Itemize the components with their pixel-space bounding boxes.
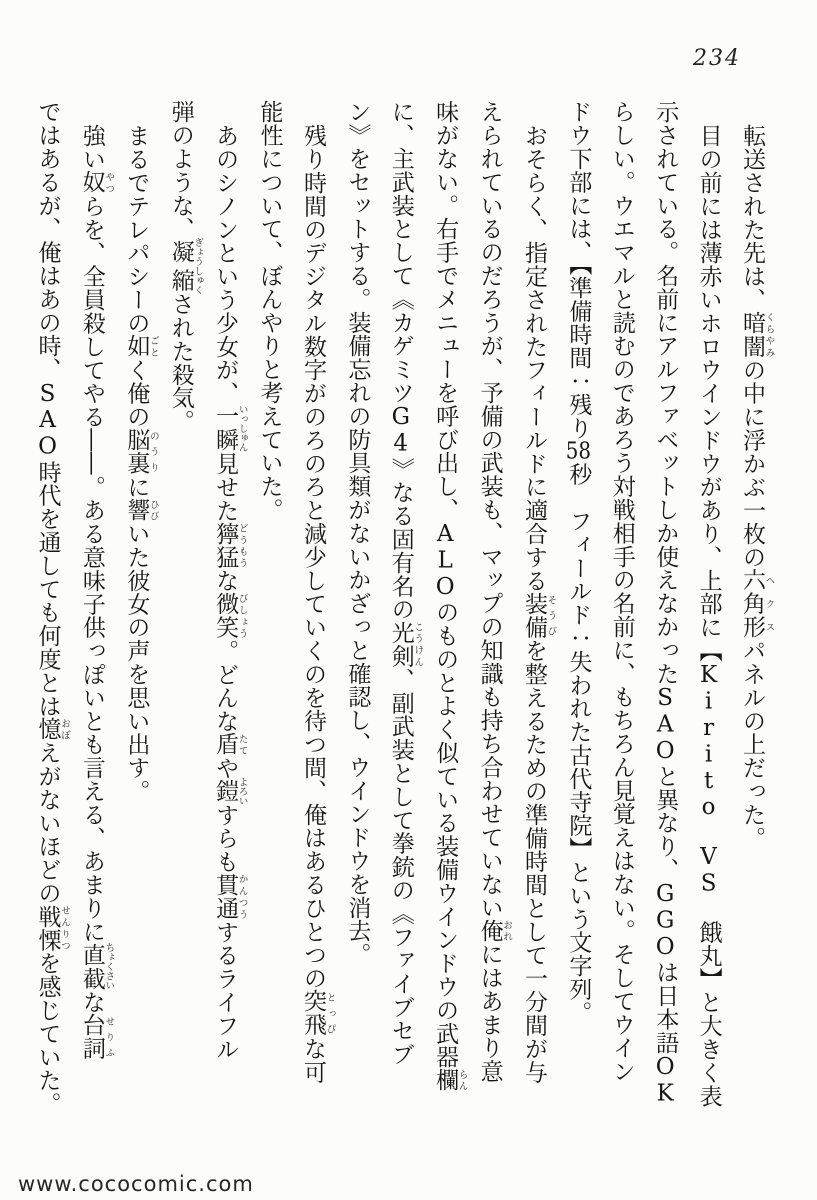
text-run: 目の前には薄赤いホロウインドウがあり、上部に【 — [695, 123, 722, 662]
text-run: のものとよく似ている装備ウインドウの武器 — [432, 600, 459, 1069]
text-run: らしい。ウエマルと読むのであろう対戦相手の名前に、もちろん見覚えはない。そしてウイン — [608, 100, 635, 1083]
ruby-annotated-text: 俺おれ — [476, 919, 513, 943]
text-column-11 — [291, 100, 335, 1112]
text-run: 、副武装として拳銃の《ファイブセブ — [387, 667, 414, 1066]
text-column-9 — [378, 100, 422, 1112]
text-run: 時代を通しても何度とは — [34, 460, 61, 718]
text-run: を整えるための準備時間として一分間が与 — [520, 638, 547, 1083]
text-run: を感じていた。 — [34, 951, 61, 1116]
text-run — [696, 820, 722, 843]
text-run: 》なる固有名の — [387, 457, 414, 621]
ruby-annotated-text: 直截ちょくさい — [78, 942, 115, 990]
text-run: らを、全員殺してやる――。ある意味子供っぽいとも言える、あまりに — [78, 193, 105, 943]
ruby-annotated-text: 暗闇くらやみ — [739, 310, 775, 358]
text-run: あのシノンという少女が、 — [212, 123, 239, 405]
text-run: OK — [652, 1054, 679, 1107]
text-run: は日本語 — [652, 960, 679, 1055]
main-text — [30, 100, 775, 1116]
ruby-annotated-text: 六角形ヘクス — [739, 568, 775, 639]
text-run: 能性について、ぼんやりと考えていた。 — [256, 100, 283, 522]
ruby-annotated-text: 如ごと — [123, 334, 159, 358]
text-run: な可 — [299, 1036, 326, 1083]
text-column-12 — [247, 100, 290, 1112]
text-column-3 — [643, 100, 686, 1112]
ruby-annotated-text: 欄らん — [432, 1068, 468, 1092]
text-column-1 — [730, 100, 774, 1112]
ruby-annotated-text: 戦慄せんりつ — [34, 904, 70, 952]
ruby-annotated-text: 一瞬いっしゅん — [212, 404, 248, 452]
text-run: G4 — [387, 404, 414, 458]
text-column-4 — [599, 100, 642, 1112]
text-run: の中に浮かぶ一枚の — [739, 357, 765, 569]
text-column-8 — [423, 100, 467, 1112]
ruby-annotated-text: 響ひび — [123, 497, 159, 522]
ruby-annotated-text: 盾たて — [212, 732, 248, 756]
text-run: 弾のような、 — [167, 100, 194, 241]
text-run: VS — [695, 843, 722, 897]
text-run: く俺の — [123, 357, 150, 428]
text-run: GGO — [652, 881, 679, 961]
text-run: パネルの上だった。 — [739, 638, 765, 849]
watermark: www.cococomic.com — [18, 1172, 254, 1196]
text-run: と異なり、 — [652, 764, 679, 882]
ruby-annotated-text: 突飛とっぴ — [299, 989, 336, 1037]
ruby-annotated-text: 光剣こうけん — [387, 620, 424, 668]
text-column-6 — [512, 100, 556, 1112]
ruby-annotated-text: 貫通かんつう — [212, 872, 248, 920]
text-run: にはあまり意 — [476, 942, 503, 1083]
text-run: な — [212, 568, 239, 592]
ruby-annotated-text: 獰猛どうもう — [212, 521, 248, 569]
ruby-annotated-text: 奴やつ — [78, 170, 115, 194]
text-run: いた彼女の声を思い出す。 — [123, 521, 150, 803]
text-run: えがないほどの — [34, 740, 61, 905]
page-number: 234 — [693, 46, 741, 71]
text-run: まるでテレパシーの — [123, 123, 150, 335]
text-run: ではあるが、俺はあの時、 — [34, 100, 61, 381]
text-run: ン》をセットする。装備忘れの防具類がないかざっと確認し、ウインドウを消去。 — [344, 100, 371, 966]
ruby-annotated-text: 脳裏のうり — [123, 427, 159, 475]
text-run: おそらく、指定されたフィールドに適合する — [520, 123, 547, 592]
text-run: SAO — [34, 380, 61, 461]
text-run: された殺気。 — [167, 292, 194, 433]
text-column-15 — [114, 100, 158, 1112]
text-run: 餓丸】と大きく表 — [695, 896, 722, 1107]
text-column-7 — [467, 100, 511, 1112]
text-run: ドウ下部には、【準備時間：残り — [565, 100, 592, 440]
text-run: 見せた — [212, 451, 239, 522]
text-run: するライフル — [212, 919, 239, 1060]
ruby-annotated-text: 微笑びしょう — [212, 591, 248, 639]
text-run: 転送された先は、 — [739, 123, 765, 311]
ruby-annotated-text: 装備そうび — [520, 591, 557, 639]
ruby-annotated-text: 鎧よろい — [212, 776, 248, 806]
text-column-2 — [686, 100, 729, 1112]
text-run: えられているのだろうが、予備の武装も、マップの知識も持ち合わせていない — [476, 100, 503, 919]
text-run: 残り時間のデジタル数字がのろのろと減少していくのを待つ間、俺はあるひとつの — [299, 123, 326, 990]
text-column-16 — [70, 100, 114, 1112]
text-run: ALO — [432, 521, 459, 601]
ruby-annotated-text: 憶おぼ — [34, 717, 70, 741]
text-run: な — [78, 989, 105, 1014]
text-run: に、主武装として《カゲミツ — [387, 100, 414, 405]
text-run: 強い — [78, 123, 105, 171]
text-run: に — [123, 474, 150, 498]
text-run: SAO — [652, 685, 679, 765]
text-run: 58 — [565, 439, 592, 463]
text-run: 。どんな — [212, 638, 239, 733]
text-run: 秒 フィールド：失われた古代寺院】という文字列。 — [565, 462, 592, 1025]
text-column-10 — [335, 100, 378, 1112]
text-run: 示されている。名前にアルファベットしか使えなかった — [652, 100, 679, 685]
text-column-17 — [25, 100, 70, 1116]
text-column-14 — [158, 100, 202, 1112]
text-column-5 — [556, 100, 599, 1112]
text-run: Kirito — [695, 661, 722, 821]
text-run: 味がない。右手でメニューを呼び出し、 — [432, 100, 459, 522]
ruby-annotated-text: 凝縮ぎょうしゅく — [167, 237, 204, 295]
ruby-annotated-text: 台詞せりふ — [78, 1013, 115, 1060]
text-run: や — [212, 755, 239, 780]
text-run: すらも — [212, 802, 239, 873]
text-column-13 — [203, 100, 247, 1112]
